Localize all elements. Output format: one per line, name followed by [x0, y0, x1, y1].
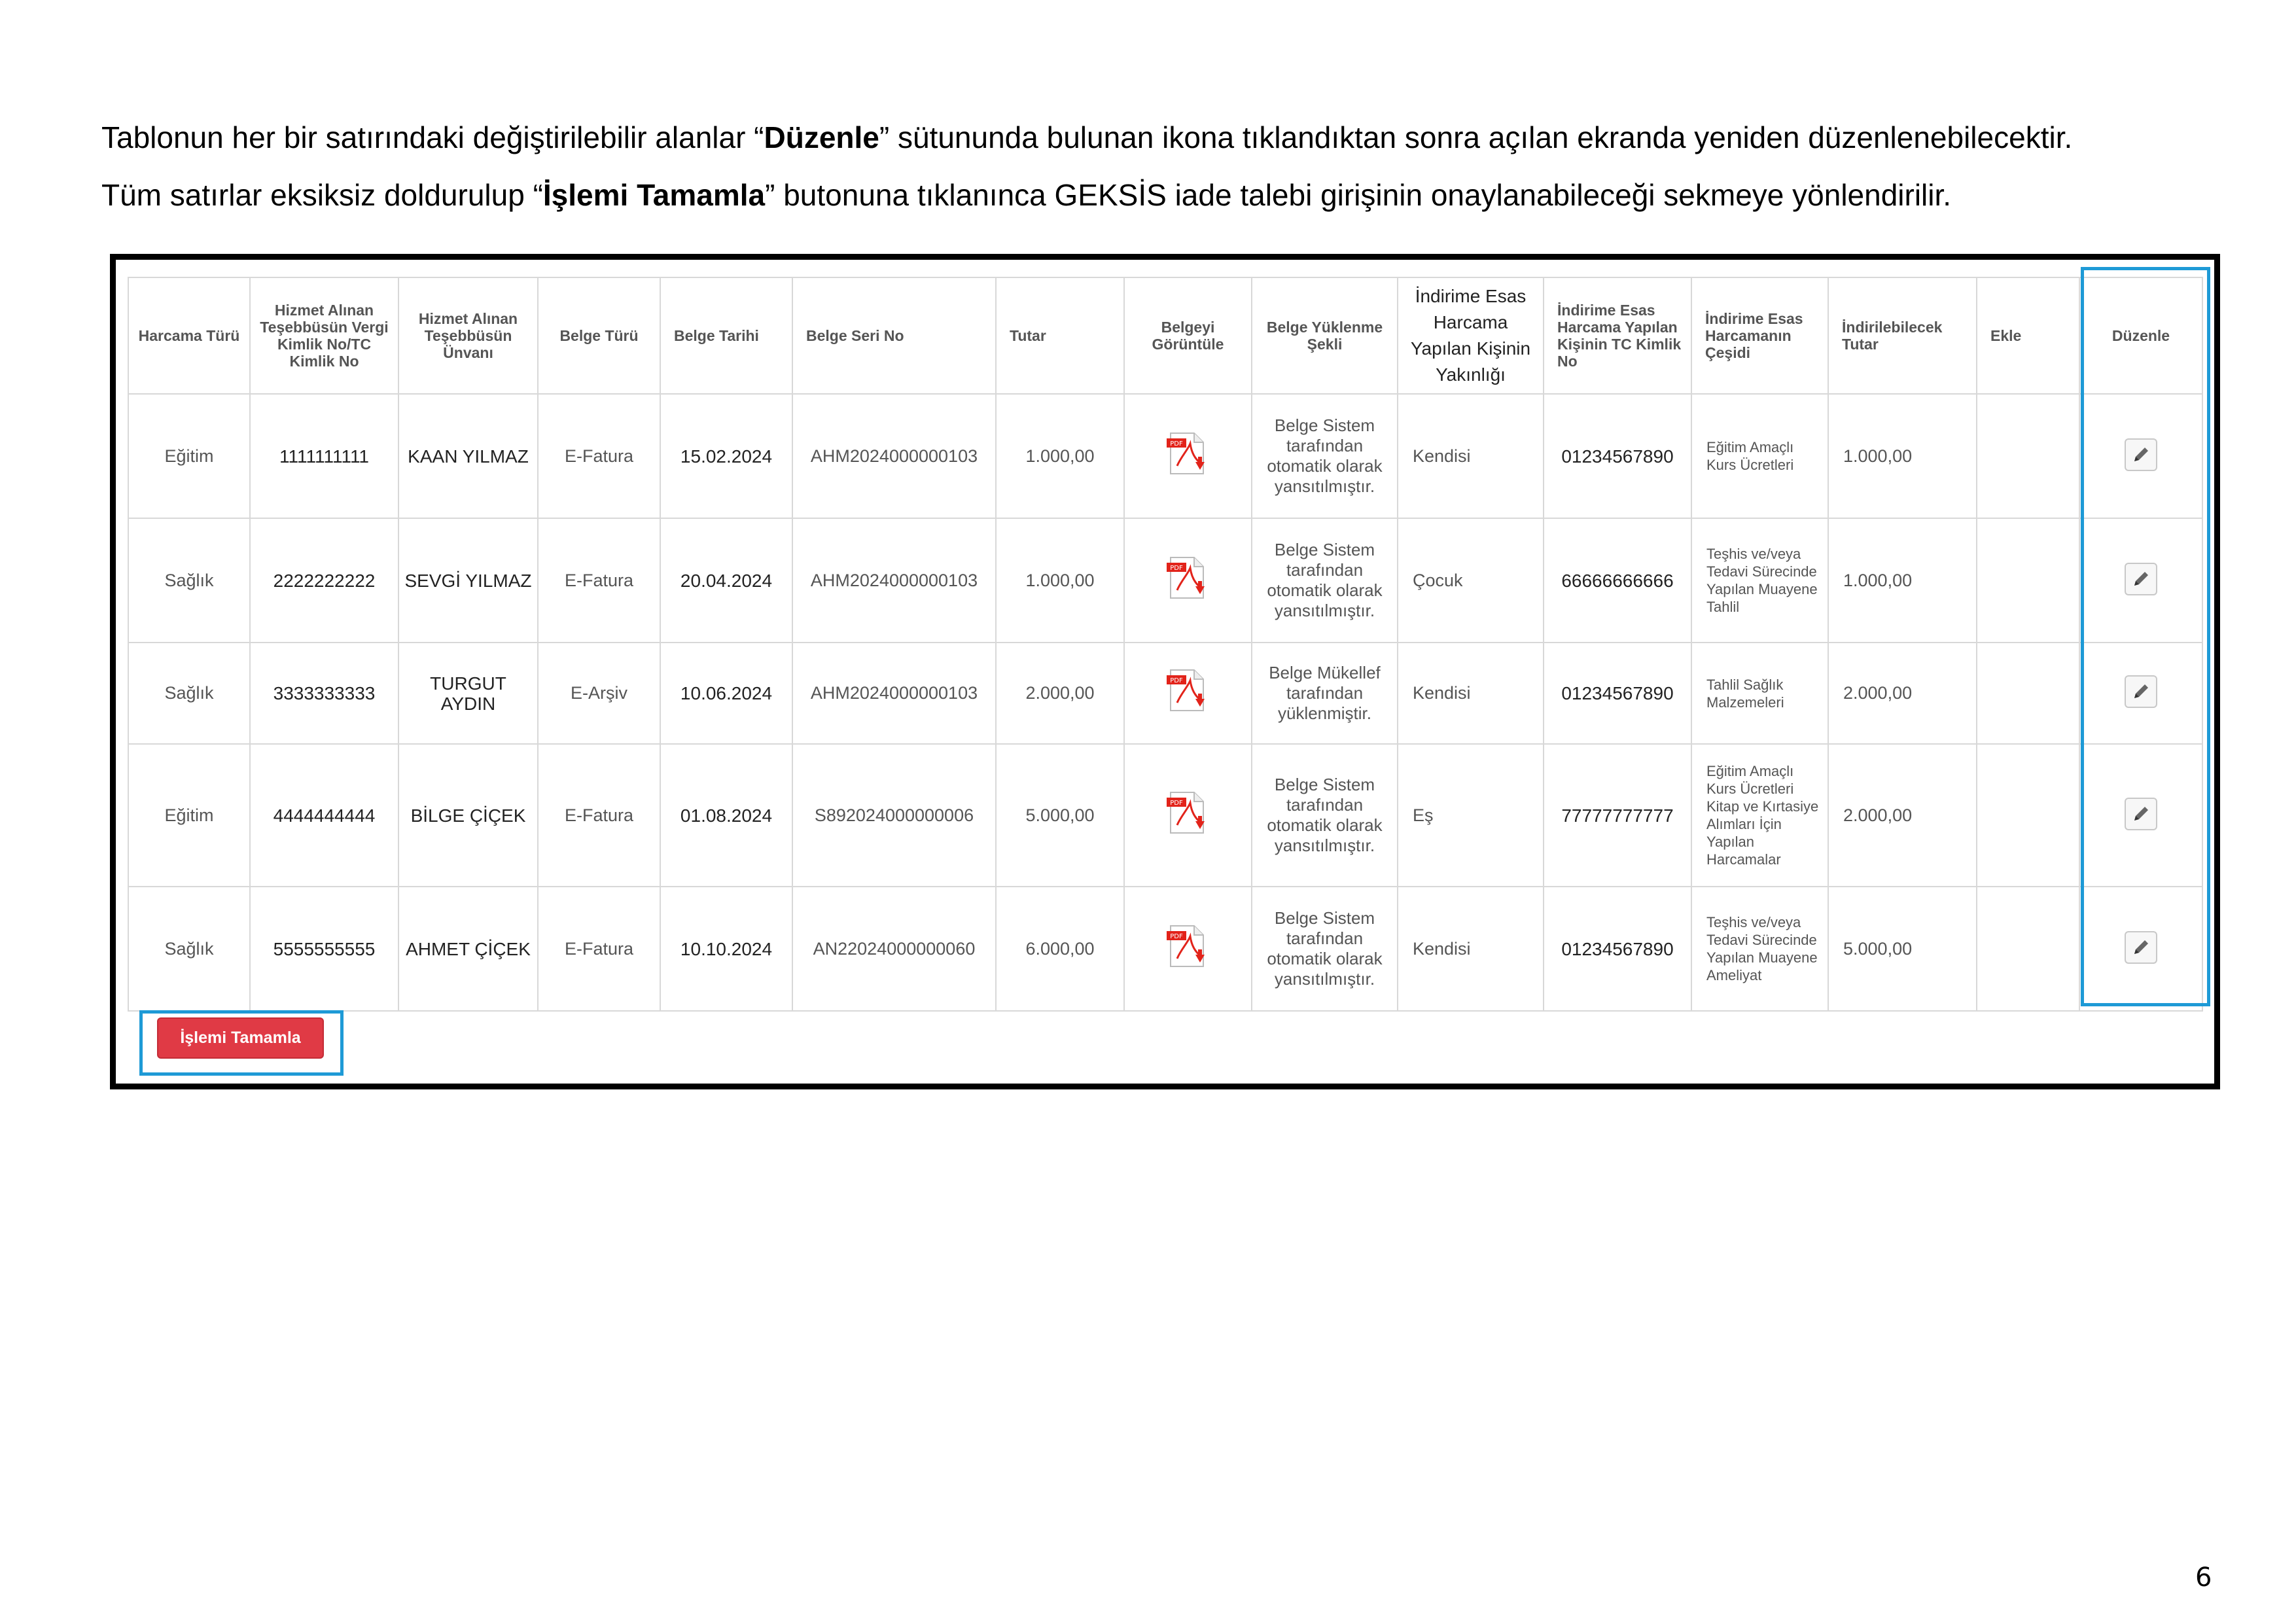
header-belge-tarihi: Belge Tarihi: [660, 277, 792, 394]
cell-harcama: Sağlık: [128, 887, 250, 1011]
cell-seri: AHM2024000000103: [792, 518, 996, 643]
header-belge-turu: Belge Türü: [538, 277, 660, 394]
table-row: [128, 744, 2202, 887]
header-ekle: Ekle: [1977, 277, 2079, 394]
cell-belge-turu: E-Fatura: [538, 887, 660, 1011]
header-yuklenme: Belge Yüklenme Şekli: [1252, 277, 1398, 394]
header-yakinlik: İndirime Esas Harcama Yapılan Kişinin Yakınlığı: [1398, 277, 1544, 394]
header-hizmet-unvan: Hizmet Alınan Teşebbüsün Ünvanı: [398, 277, 538, 394]
table-header-row: [128, 277, 2202, 394]
table-row: [128, 643, 2202, 744]
cell-belge-turu: E-Fatura: [538, 744, 660, 887]
header-tutar: Tutar: [996, 277, 1124, 394]
header-tc-kimlik: İndirime Esas Harcama Yapılan Kişinin TC Kimlik No: [1544, 277, 1691, 394]
svg-text:PDF: PDF: [1169, 440, 1183, 448]
cell-tutar: 6.000,00: [996, 887, 1124, 1011]
cell-tutar: 2.000,00: [996, 643, 1124, 744]
svg-text:PDF: PDF: [1169, 564, 1183, 572]
cell-tarih: 15.02.2024: [660, 394, 792, 518]
cell-ekle: [1977, 643, 2079, 744]
duzenle-column-highlight: [2081, 267, 2210, 1006]
cell-pdf: [1124, 394, 1252, 518]
cell-indirilebilecek: 1.000,00: [1828, 518, 1977, 643]
cell-vkn: 5555555555: [250, 887, 398, 1011]
cell-belge-turu: E-Fatura: [538, 394, 660, 518]
cell-tarih: 01.08.2024: [660, 744, 792, 887]
cell-vkn: 1111111111: [250, 394, 398, 518]
intro-line-1: Tablonun her bir satırındaki değiştirilebilir alanlar “Düzenle” sütununda bulunan ikona tıklandıktan sonra açılan ekranda yeniden düzenlenebilecektir.: [101, 120, 2073, 154]
cell-yakinlik: Çocuk: [1398, 518, 1544, 643]
intro-text: [101, 109, 2261, 224]
pdf-file-icon[interactable]: [1165, 555, 1211, 602]
cell-cesit: Eğitim Amaçlı Kurs Ücretleri Kitap ve Kırtasiye Alımları İçin Yapılan Harcamalar: [1691, 744, 1828, 887]
header-hizmet-vkn: Hizmet Alınan Teşebbüsün Vergi Kimlik No/TC Kimlik No: [250, 277, 398, 394]
svg-text:PDF: PDF: [1169, 799, 1183, 807]
table-row: [128, 887, 2202, 1011]
table-row: [128, 394, 2202, 518]
cell-belge-turu: E-Arşiv: [538, 643, 660, 744]
cell-yukleme: Belge Sistem tarafından otomatik olarak yansıtılmıştır.: [1252, 744, 1398, 887]
header-harcama-turu: Harcama Türü: [128, 277, 250, 394]
emphasis-islemi-tamamla: İşlemi Tamamla: [542, 178, 766, 212]
pdf-file-icon[interactable]: [1165, 667, 1211, 715]
cell-yukleme: Belge Sistem tarafından otomatik olarak yansıtılmıştır.: [1252, 887, 1398, 1011]
cell-cesit: Tahlil Sağlık Malzemeleri: [1691, 643, 1828, 744]
cell-seri: AHM2024000000103: [792, 394, 996, 518]
cell-vkn: 4444444444: [250, 744, 398, 887]
cell-tutar: 1.000,00: [996, 394, 1124, 518]
cell-unvan: TURGUT AYDIN: [398, 643, 538, 744]
cell-seri: S892024000000006: [792, 744, 996, 887]
cell-unvan: SEVGİ YILMAZ: [398, 518, 538, 643]
header-belge-seri: Belge Seri No: [792, 277, 996, 394]
cell-tarih: 20.04.2024: [660, 518, 792, 643]
cell-ekle: [1977, 887, 2079, 1011]
header-belge-goruntule: Belgeyi Görüntüle: [1124, 277, 1252, 394]
expense-table: [128, 277, 2203, 1012]
pdf-file-icon[interactable]: [1165, 431, 1211, 478]
cell-tc: 77777777777: [1544, 744, 1691, 887]
cell-indirilebilecek: 2.000,00: [1828, 643, 1977, 744]
pdf-file-icon[interactable]: [1165, 790, 1211, 837]
cell-harcama: Eğitim: [128, 744, 250, 887]
header-duzenle: Düzenle: [2079, 277, 2202, 394]
cell-yukleme: Belge Sistem tarafından otomatik olarak yansıtılmıştır.: [1252, 394, 1398, 518]
screenshot-frame: [110, 254, 2220, 1089]
page-number: 6: [2195, 1562, 2212, 1593]
cell-yakinlik: Kendisi: [1398, 887, 1544, 1011]
cell-tutar: 5.000,00: [996, 744, 1124, 887]
header-indirilebilecek: İndirilebilecek Tutar: [1828, 277, 1977, 394]
cell-unvan: AHMET ÇİÇEK: [398, 887, 538, 1011]
svg-text:PDF: PDF: [1169, 677, 1183, 684]
cell-pdf: [1124, 887, 1252, 1011]
cell-tutar: 1.000,00: [996, 518, 1124, 643]
cell-yakinlik: Eş: [1398, 744, 1544, 887]
cell-vkn: 3333333333: [250, 643, 398, 744]
cell-pdf: [1124, 744, 1252, 887]
cell-tc: 01234567890: [1544, 643, 1691, 744]
cell-tarih: 10.10.2024: [660, 887, 792, 1011]
cell-cesit: Eğitim Amaçlı Kurs Ücretleri: [1691, 394, 1828, 518]
cell-ekle: [1977, 518, 2079, 643]
pdf-file-icon[interactable]: [1165, 923, 1211, 970]
cell-unvan: KAAN YILMAZ: [398, 394, 538, 518]
intro-line-2: Tüm satırlar eksiksiz doldurulup “İşlemi Tamamla” butonuna tıklanınca GEKSİS iade talebi girişinin onaylanabileceği sekmeye yönlendirilir.: [101, 178, 1952, 212]
cell-pdf: [1124, 518, 1252, 643]
cell-indirilebilecek: 5.000,00: [1828, 887, 1977, 1011]
cell-harcama: Eğitim: [128, 394, 250, 518]
cell-tarih: 10.06.2024: [660, 643, 792, 744]
cell-tc: 01234567890: [1544, 394, 1691, 518]
cell-seri: AN22024000000060: [792, 887, 996, 1011]
cell-cesit: Teşhis ve/veya Tedavi Sürecinde Yapılan Muayene Tahlil: [1691, 518, 1828, 643]
header-cesit: İndirime Esas Harcamanın Çeşidi: [1691, 277, 1828, 394]
cell-belge-turu: E-Fatura: [538, 518, 660, 643]
cell-yakinlik: Kendisi: [1398, 394, 1544, 518]
table-row: [128, 518, 2202, 643]
cell-ekle: [1977, 394, 2079, 518]
cell-harcama: Sağlık: [128, 643, 250, 744]
svg-text:PDF: PDF: [1169, 932, 1183, 940]
cell-indirilebilecek: 1.000,00: [1828, 394, 1977, 518]
cell-ekle: [1977, 744, 2079, 887]
cell-pdf: [1124, 643, 1252, 744]
cell-yukleme: Belge Mükellef tarafından yüklenmiştir.: [1252, 643, 1398, 744]
cell-yukleme: Belge Sistem tarafından otomatik olarak yansıtılmıştır.: [1252, 518, 1398, 643]
cell-indirilebilecek: 2.000,00: [1828, 744, 1977, 887]
cell-harcama: Sağlık: [128, 518, 250, 643]
emphasis-duzenle: Düzenle: [764, 120, 879, 154]
cell-vkn: 2222222222: [250, 518, 398, 643]
cell-yakinlik: Kendisi: [1398, 643, 1544, 744]
cell-tc: 66666666666: [1544, 518, 1691, 643]
cell-cesit: Teşhis ve/veya Tedavi Sürecinde Yapılan Muayene Ameliyat: [1691, 887, 1828, 1011]
cell-tc: 01234567890: [1544, 887, 1691, 1011]
cell-seri: AHM2024000000103: [792, 643, 996, 744]
cell-unvan: BİLGE ÇİÇEK: [398, 744, 538, 887]
complete-button[interactable]: İşlemi Tamamla: [157, 1017, 324, 1059]
